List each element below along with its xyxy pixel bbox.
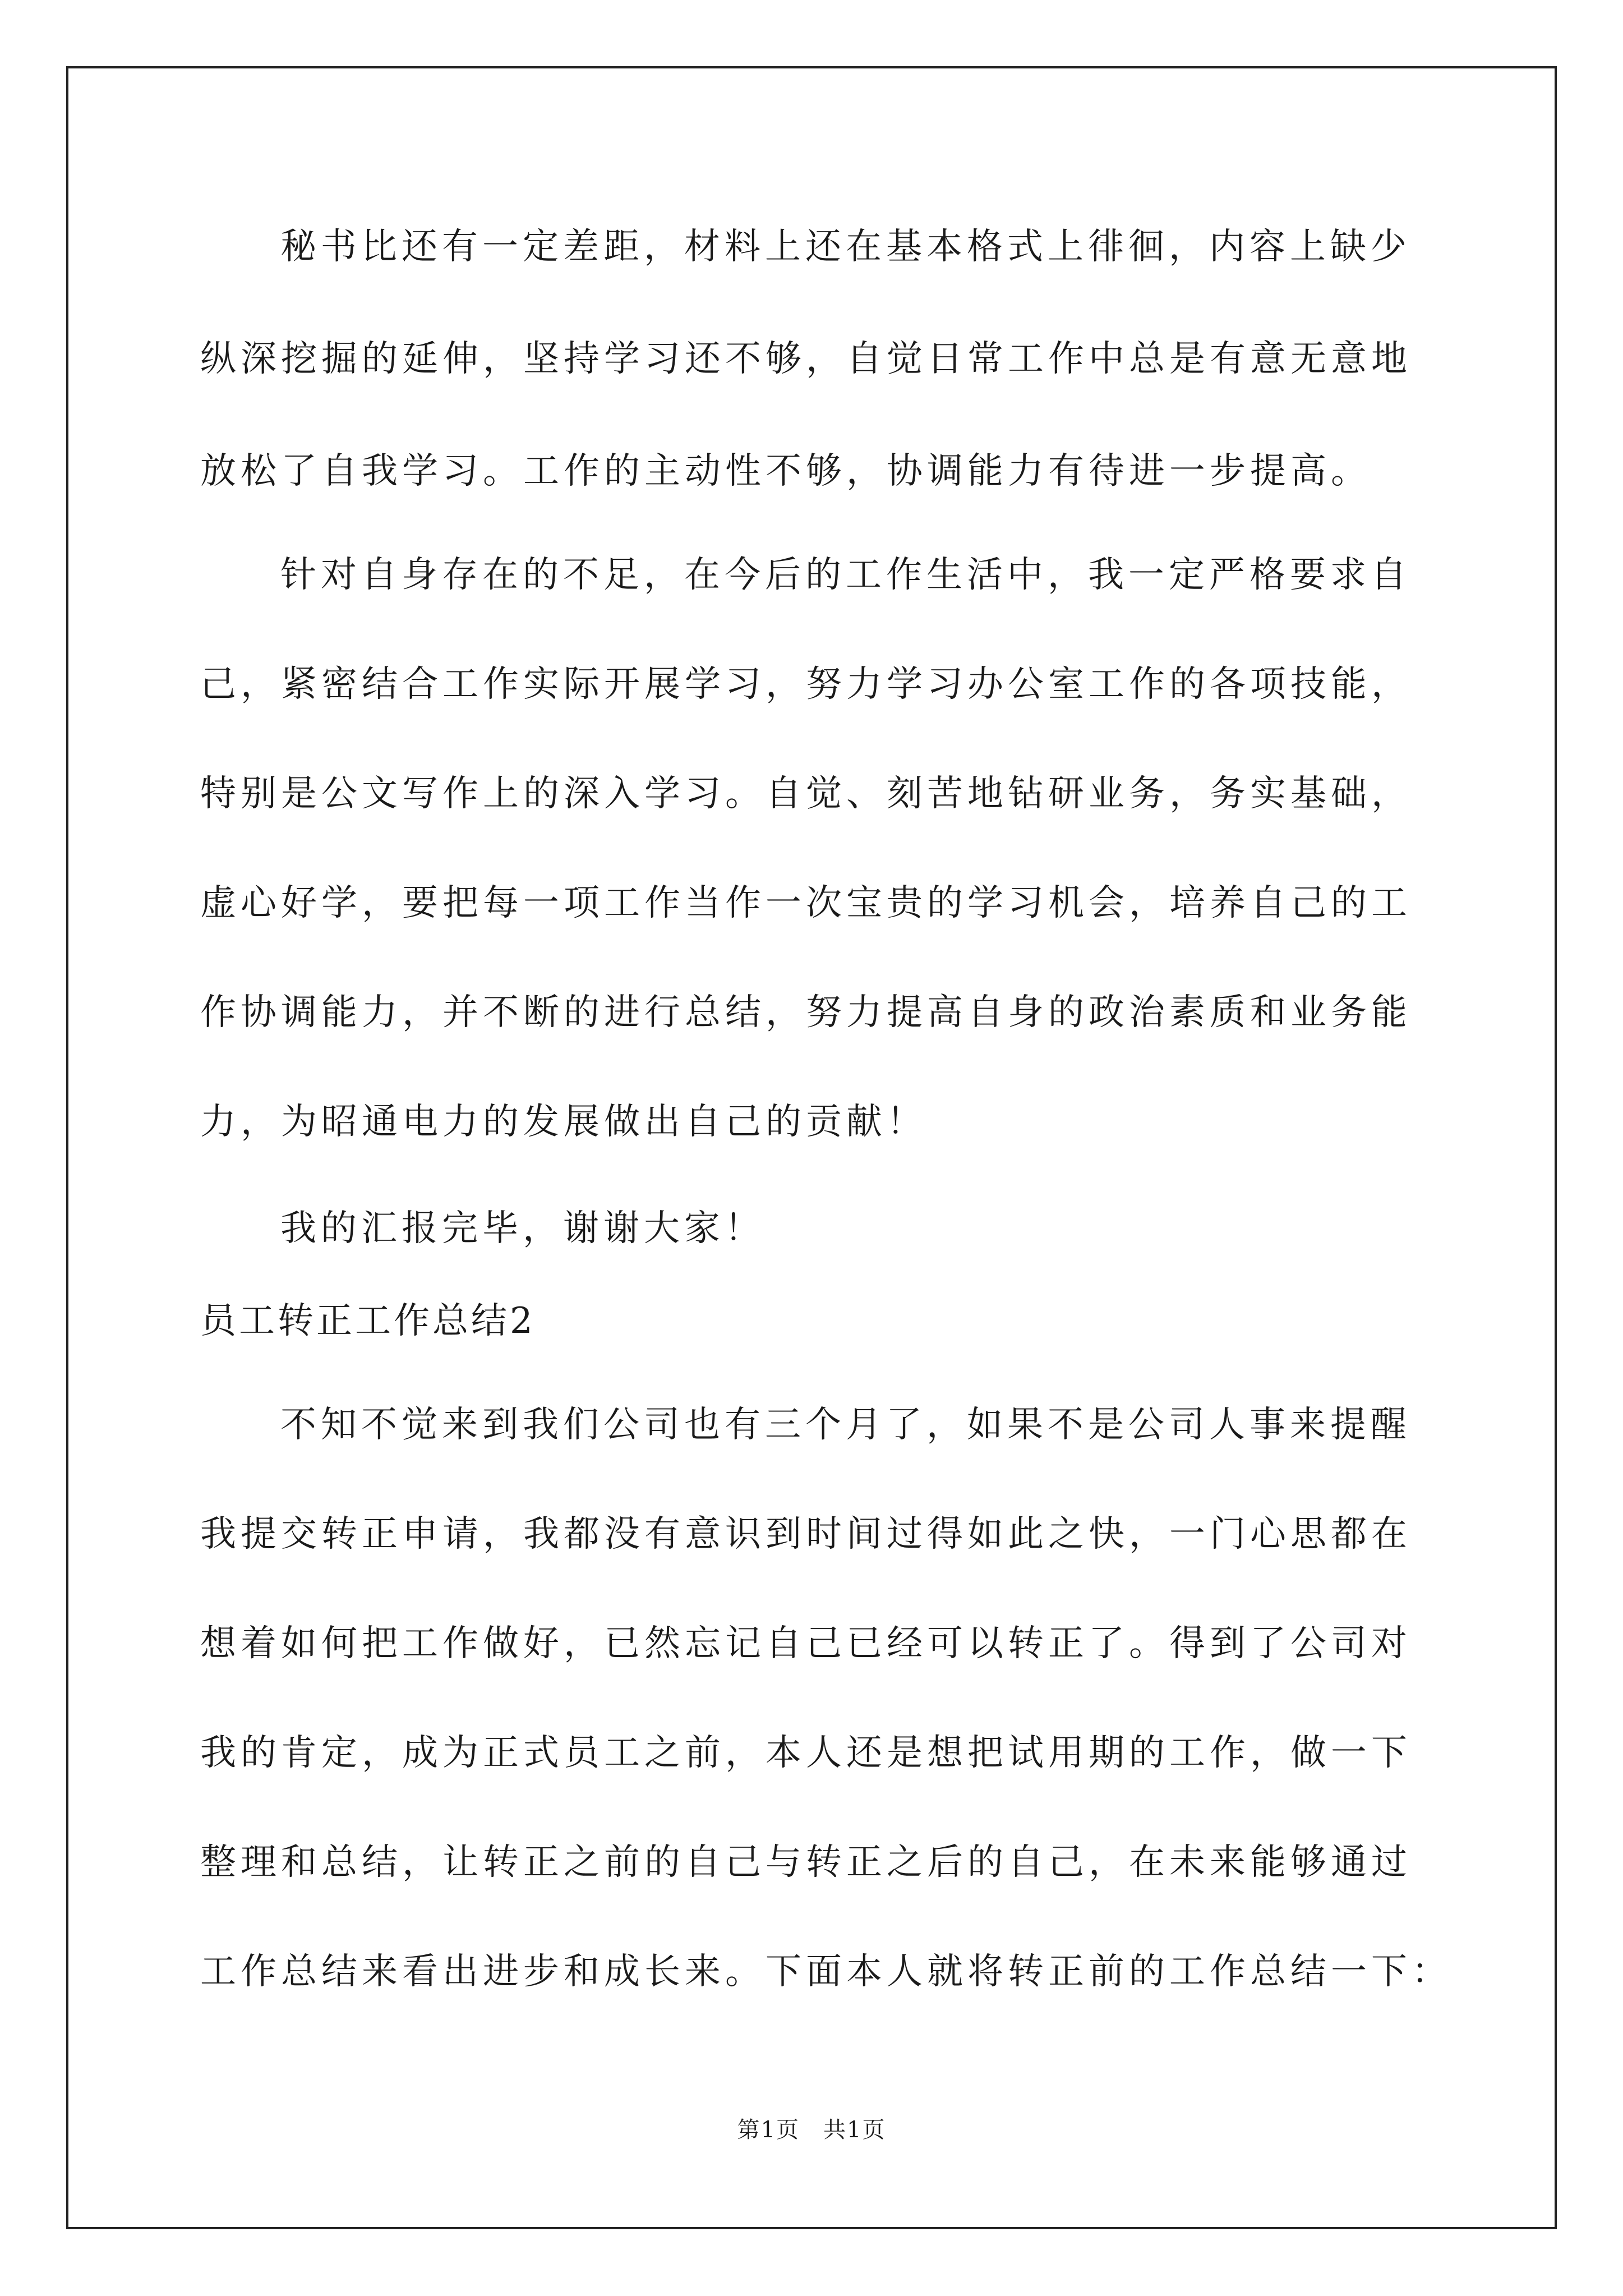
paragraph-2-line-2: 己，紧密结合工作实际开展学习，努力学习办公室工作的各项技能， xyxy=(200,664,1412,705)
paragraph-4-line-1: 不知不觉来到我们公司也有三个月了，如果不是公司人事来提醒 xyxy=(280,1404,1411,1446)
paragraph-4-line-6: 工作总结来看出进步和成长来。下面本人就将转正前的工作总结一下： xyxy=(200,1951,1452,1993)
paragraph-4-line-5: 整理和总结，让转正之前的自己与转正之后的自己，在未来能够通过 xyxy=(200,1842,1412,1883)
page-border xyxy=(66,66,1557,2229)
paragraph-4-line-4: 我的肯定，成为正式员工之前，本人还是想把试用期的工作，做一下 xyxy=(200,1732,1412,1774)
paragraph-1-line-2: 纵深挖掘的延伸，坚持学习还不够，自觉日常工作中总是有意无意地 xyxy=(200,338,1412,380)
paragraph-2-line-4: 虚心好学，要把每一项工作当作一次宝贵的学习机会，培养自己的工 xyxy=(200,882,1412,924)
paragraph-3-line-1: 我的汇报完毕，谢谢大家！ xyxy=(280,1208,765,1249)
paragraph-4-line-3: 想着如何把工作做好，已然忘记自己已经可以转正了。得到了公司对 xyxy=(200,1623,1412,1664)
paragraph-1-line-3: 放松了自我学习。工作的主动性不够，协调能力有待进一步提高。 xyxy=(200,450,1371,492)
paragraph-2-line-3: 特别是公文写作上的深入学习。自觉、刻苦地钻研业务，务实基础， xyxy=(200,773,1412,815)
section-heading: 员工转正工作总结2 xyxy=(200,1300,536,1342)
page-footer: 第1页 共1页 xyxy=(737,2117,886,2143)
paragraph-4-line-2: 我提交转正申请，我都没有意识到时间过得如此之快，一门心思都在 xyxy=(200,1513,1412,1555)
paragraph-2-line-1: 针对自身存在的不足，在今后的工作生活中，我一定严格要求自 xyxy=(280,554,1411,596)
paragraph-2-line-5: 作协调能力，并不断的进行总结，努力提高自身的政治素质和业务能 xyxy=(200,992,1412,1033)
paragraph-1-line-1: 秘书比还有一定差距，材料上还在基本格式上徘徊，内容上缺少 xyxy=(280,226,1411,268)
paragraph-2-line-6: 力，为昭通电力的发展做出自己的贡献！ xyxy=(200,1101,927,1143)
